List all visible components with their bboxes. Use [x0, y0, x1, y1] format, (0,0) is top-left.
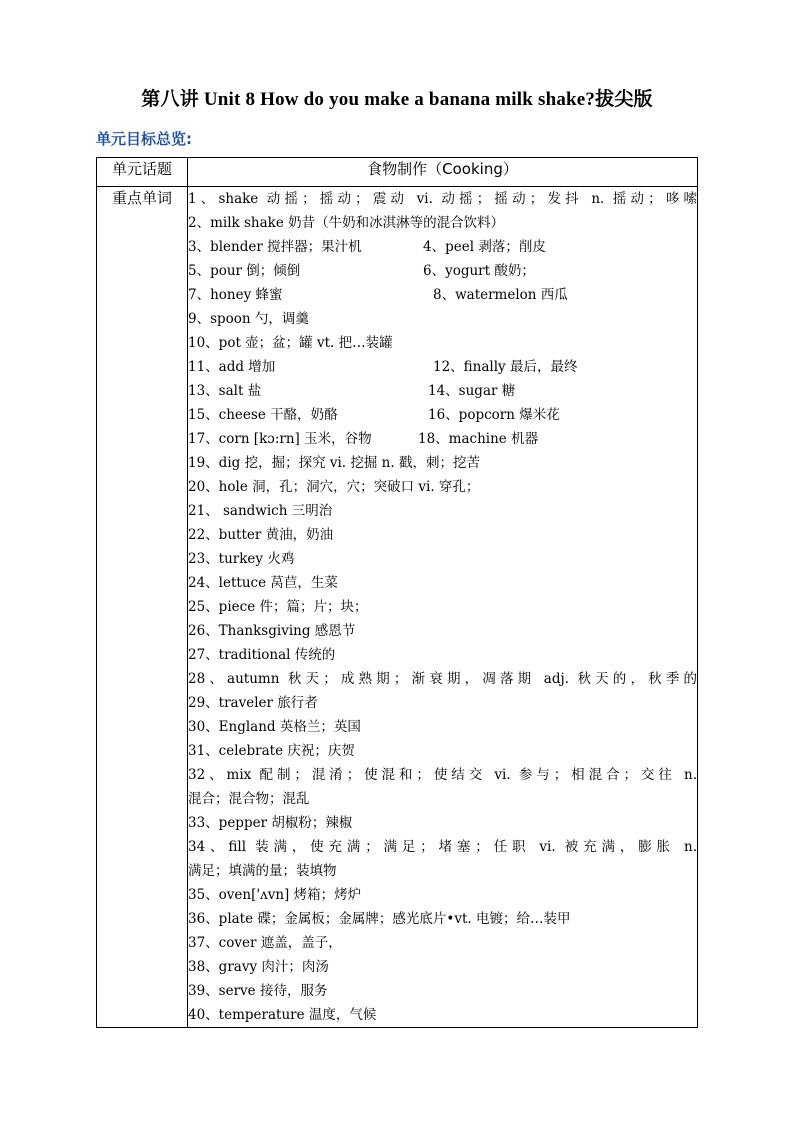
word-item: 36、plate 碟；金属板；金属牌；感光底片•vt. 电镀；给…装甲 [188, 911, 571, 927]
word-item: 19、dig 挖，掘；探究 vi. 挖掘 n. 戳，刺；挖苦 [188, 455, 480, 471]
word-item: 33、pepper 胡椒粉；辣椒 [188, 815, 353, 831]
table-body-row [97, 187, 698, 1028]
word-item: 16、popcorn 爆米花 [428, 407, 560, 423]
word-item: 1、shake 动摇；摇动；震动 vi. 动摇；摇动；发抖 n. 摇动；哆嗦 [188, 191, 697, 207]
word-item: 5、pour 倒；倾倒 [188, 263, 301, 279]
word-item: 8、watermelon 西瓜 [433, 287, 568, 303]
word-item: 14、sugar 糖 [428, 383, 516, 399]
word-pair [188, 235, 697, 259]
word-item: 26、Thanksgiving 感恩节 [188, 623, 356, 639]
word-item: 37、cover 遮盖，盖子， [188, 935, 342, 951]
word-item: 29、traveler 旅行者 [188, 695, 318, 711]
vocab-table [96, 157, 698, 1028]
word-item: 34、fill 装满，使充满；满足；堵塞；任职 vi. 被充满，膨胀 n. [188, 839, 697, 855]
word-list [188, 187, 698, 1028]
word-pair [188, 355, 697, 379]
word-item: 32、mix 配制；混淆；使混和；使结交 vi. 参与；相混合；交往 n. [188, 767, 697, 783]
word-item: 11、add 增加 [188, 359, 276, 375]
word-pair [188, 427, 697, 451]
word-item: 13、salt 盐 [188, 383, 262, 399]
word-item: 17、corn [kɔ:rn] 玉米，谷物 [188, 431, 372, 447]
word-item: 27、traditional 传统的 [188, 647, 336, 663]
word-item: 2、milk shake 奶昔（牛奶和冰淇淋等的混合饮料） [188, 215, 505, 231]
section-heading: 单元目标总览: [96, 130, 192, 148]
word-item: 35、oven['ʌvn] 烤箱；烤炉 [188, 887, 362, 903]
word-item: 39、serve 接待，服务 [188, 983, 328, 999]
word-item: 25、piece 件；篇；片；块； [188, 599, 368, 615]
word-item: 24、lettuce 莴苣，生菜 [188, 575, 338, 591]
topic-value: 食物制作（Cooking） [188, 158, 698, 187]
word-item-continued: 满足；填满的量；装填物 [188, 863, 337, 879]
word-item: 9、spoon 勺，调羹 [188, 311, 309, 327]
word-pair [188, 379, 697, 403]
topic-label: 单元话题 [97, 158, 188, 187]
word-item: 6、yogurt 酸奶； [423, 263, 535, 279]
page-title: 第八讲 Unit 8 How do you make a banana milk shake?拔尖版 [141, 89, 653, 110]
word-pair [188, 403, 697, 427]
word-item: 30、England 英格兰；英国 [188, 719, 361, 735]
word-item: 28、autumn 秋天；成熟期；渐衰期，凋落期 adj. 秋天的，秋季的 [188, 671, 697, 687]
word-item: 18、machine 机器 [418, 431, 539, 447]
word-pair [188, 283, 697, 307]
word-item: 22、butter 黄油，奶油 [188, 527, 334, 543]
word-item: 4、peel 剥落；削皮 [423, 239, 546, 255]
word-item-continued: 混合；混合物；混乱 [188, 791, 310, 807]
word-item: 7、honey 蜂蜜 [188, 287, 283, 303]
word-item: 15、cheese 干酪，奶酪 [188, 407, 338, 423]
table-header-row [97, 158, 698, 187]
word-pair [188, 259, 697, 283]
word-item: 12、finally 最后，最终 [433, 359, 578, 375]
word-item: 40、temperature 温度，气候 [188, 1007, 377, 1023]
word-item: 20、hole 洞，孔；洞穴，穴；突破口 vi. 穿孔； [188, 479, 480, 495]
key-words-label: 重点单词 [97, 187, 188, 1028]
word-item: 23、turkey 火鸡 [188, 551, 295, 567]
word-item: 38、gravy 肉汁；肉汤 [188, 959, 329, 975]
word-item: 21、 sandwich 三明治 [188, 503, 333, 519]
word-item: 10、pot 壶；盆；罐 vt. 把…装罐 [188, 335, 393, 351]
word-item: 3、blender 搅拌器；果汁机 [188, 239, 362, 255]
word-item: 31、celebrate 庆祝；庆贺 [188, 743, 355, 759]
